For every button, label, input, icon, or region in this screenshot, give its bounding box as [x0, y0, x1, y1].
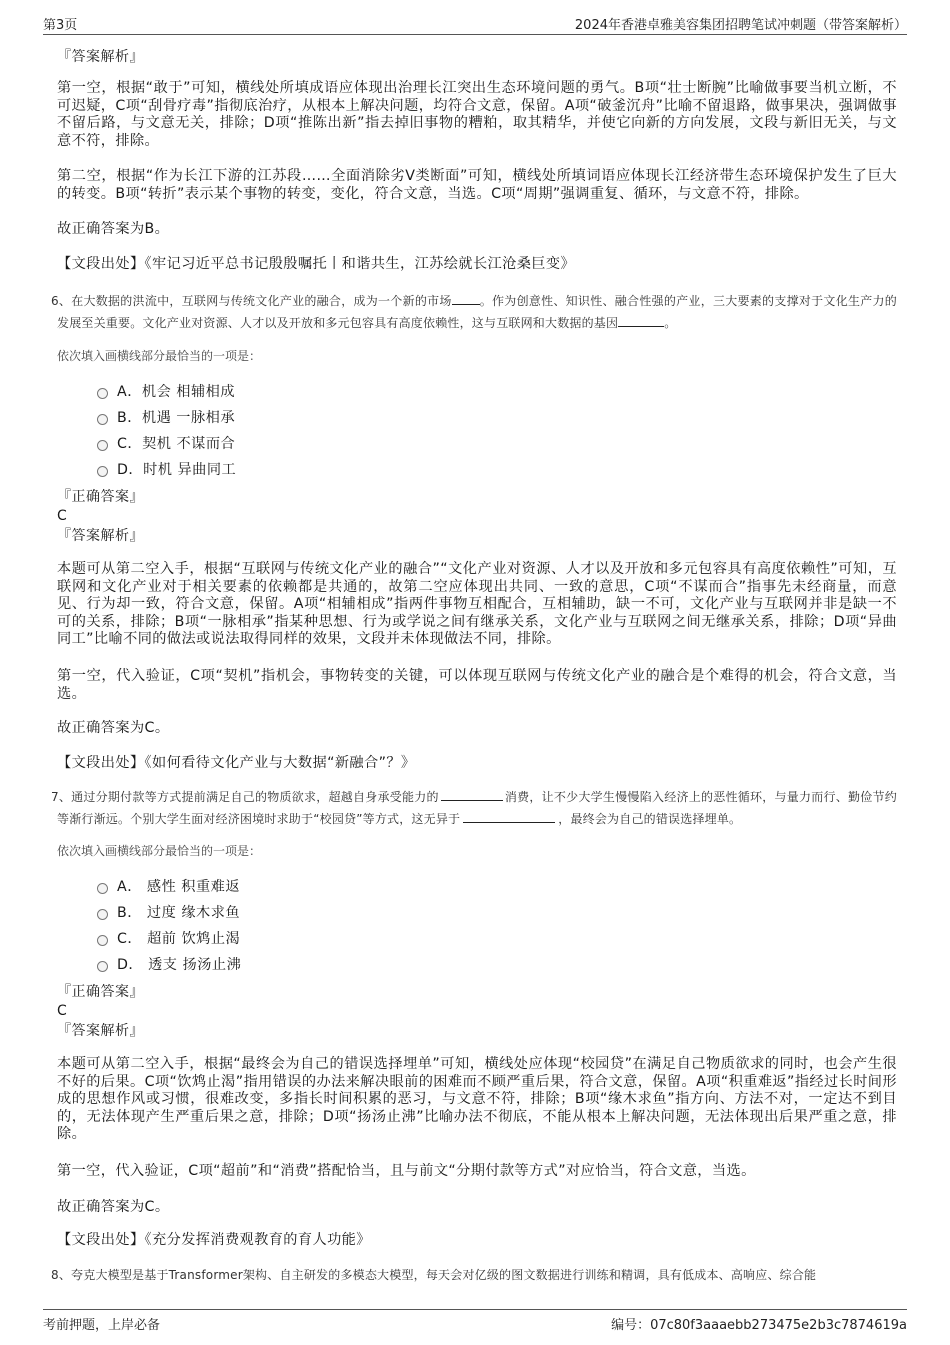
q5-analysis-paragraph-2: 第二空，根据“作为长江下游的江苏段……全面消除劣V类断面”可知，横线处所填词语应体现长江经济带生态环境保护发生了巨大的转变。B项“转折”表示某个事物的转变，变化，符合文意，当选。C项“周期”强调重复、循环，与文意不符，排除。 [57, 168, 897, 202]
option-label: A．机会 相辅相成 [117, 384, 236, 400]
page-number: 第3页 [43, 18, 78, 33]
radio-icon[interactable] [97, 466, 108, 477]
option-label: D．时机 异曲同工 [117, 462, 237, 478]
question-7-instruction: 依次填入画横线部分最恰当的一项是： [57, 844, 262, 858]
question-6-answer: C [57, 508, 67, 524]
page-footer [43, 1309, 907, 1334]
radio-icon[interactable] [97, 935, 108, 946]
question-6-answer-label: 『正确答案』 [57, 489, 144, 505]
question-6-conclusion: 故正确答案为C。 [57, 720, 170, 736]
radio-icon[interactable] [97, 961, 108, 972]
question-8-number: 8、 [51, 1268, 72, 1282]
document-code-value: 07c80f3aaaebb273475e2b3c7874619a [650, 1318, 907, 1333]
question-6-text-3: 。 [664, 316, 677, 330]
document-title: 2024年香港卓雅美容集团招聘笔试冲刺题（带答案解析） [574, 18, 907, 33]
question-6-stem [51, 290, 897, 334]
question-7-text-3: ，最终会为自己的错误选择埋单。 [558, 812, 742, 826]
radio-icon[interactable] [97, 440, 108, 451]
question-7-conclusion: 故正确答案为C。 [57, 1199, 170, 1215]
option-label: B．机遇 一脉相承 [117, 410, 236, 426]
option-label: A． 感性 积重难返 [117, 879, 241, 895]
question-7-analysis-paragraph-2: 第一空，代入验证，C项“超前”和“消费”搭配恰当，且与前文“分期付款等方式”对应恰当，符合文意，当选。 [57, 1163, 756, 1179]
option-label: D． 透支 扬汤止沸 [117, 957, 242, 973]
question-8-text: 夸克大模型是基于Transformer架构、自主研发的多模态大模型，每天会对亿级的图文数据进行训练和精调，具有低成本、高响应、综合能 [71, 1268, 817, 1282]
q5-analysis-paragraph-1: 第一空，根据“敢于”可知，横线处所填成语应体现出治理长江突出生态环境问题的勇气。B项“壮士断腕”比喻做事要当机立断，不可迟疑，C项“刮骨疗毒”指彻底治疗，从根本上解决问题，均符合文意，保留。A项“破釜沉舟”比喻不留退路，做事果决，强调做事不留后路，与文意无关，排除；D项“推陈出新”指去掉旧事物的糟粕，取其精华，并使它向新的方向发展，文段与新旧无关，与文意不符，排除。 [57, 80, 897, 149]
question-6-text-2: 。作为创意性、知识性、融合性强的产业，三大要素的支撑对于文化生产力的发展至关重要。文化产业对资源、人才以及开放和多元包容具有高度依赖性，这与互联网和大数据的基因 [57, 294, 897, 330]
footer-slogan: 考前押题，上岸必备 [43, 1318, 161, 1333]
question-7-text-1: 通过分期付款等方式提前满足自己的物质欲求，超越自身承受能力的 [71, 790, 439, 804]
page-header [43, 12, 907, 35]
question-7-analysis-paragraph-1: 本题可从第二空入手，根据“最终会为自己的错误选择埋单”可知，横线处应体现“校园贷”在满足自己物质欲求的同时，也会产生很不好的后果。C项“饮鸩止渴”指用错误的办法来解决眼前的困难而不顾严重后果，符合文意，保留。A项“积重难返”指经过长时间形成的思想作风或习惯，很难改变，多指长时间积累的恶习，与文意不符，排除；B项“缘木求鱼”指方向、方法不对，一定达不到目的，无法体现产生严重后果之意，排除；D项“扬汤止沸”比喻办法不彻底，不能从根本上解决问题，无法体现出后果严重之意，排除。 [57, 1056, 897, 1142]
question-6-number: 6、 [51, 294, 72, 308]
question-7-analysis-label: 『答案解析』 [57, 1023, 144, 1039]
radio-icon[interactable] [97, 388, 108, 399]
question-7-number: 7、 [51, 790, 72, 804]
radio-icon[interactable] [97, 909, 108, 920]
question-7-option-a[interactable] [97, 878, 240, 896]
q5-conclusion: 故正确答案为B。 [57, 221, 170, 237]
question-7-option-d[interactable] [97, 956, 241, 974]
question-6-option-d[interactable] [97, 461, 236, 479]
option-label: C．契机 不谋而合 [117, 436, 236, 452]
option-label: C． 超前 饮鸩止渴 [117, 931, 241, 947]
question-6-blank-1 [452, 292, 480, 305]
question-7-blank-2 [463, 810, 555, 823]
question-7-option-b[interactable] [97, 904, 240, 922]
question-8-stem [51, 1264, 897, 1286]
document-code [611, 1314, 907, 1333]
question-6-analysis-paragraph-2: 第一空，代入验证，C项“契机”指机会，事物转变的关键，可以体现互联网与传统文化产业的融合是个难得的机会，符合文意，当选。 [57, 668, 897, 702]
option-label: B． 过度 缘木求鱼 [117, 905, 241, 921]
question-6-instruction: 依次填入画横线部分最恰当的一项是： [57, 349, 262, 363]
question-7-stem [51, 786, 897, 830]
question-6-blank-2 [618, 314, 664, 327]
question-6-analysis-paragraph-1: 本题可从第二空入手，根据“互联网与传统文化产业的融合”“文化产业对资源、人才以及开放和多元包容具有高度依赖性”可知，互联网和文化产业对于相关要素的依赖都是共通的，故第二空应体现出共同、一致的意思，C项“不谋而合”指事先未经商量，而意见、行为却一致，符合文意，保留。A项“相辅相成”指两件事物互相配合，互相辅助，缺一不可，文化产业与互联网并非是缺一不可的关系，排除；B项“一脉相承”指某种思想、行为或学说之间有继承关系，文化产业与互联网之间无继承关系，排除；D项“异曲同工”比喻不同的做法或说法取得同样的效果，文段并未体现做法不同，排除。 [57, 561, 897, 647]
q5-source: 【文段出处】《牢记习近平总书记殷殷嘱托丨和谐共生，江苏绘就长江沧桑巨变》 [57, 256, 576, 272]
question-6-option-c[interactable] [97, 435, 235, 453]
document-code-label: 编号： [611, 1318, 651, 1333]
question-7-option-c[interactable] [97, 930, 240, 948]
question-6-analysis-label: 『答案解析』 [57, 528, 144, 544]
question-6-option-a[interactable] [97, 383, 235, 401]
question-7-text-2: 消费，让不少大学生慢慢陷入经济上的恶性循环，与量力而行、勤俭节约等渐行渐远。个别大学生面对经济困境时求助于“校园贷”等方式，这无异于 [57, 790, 897, 826]
question-6-text-1: 在大数据的洪流中，互联网与传统文化产业的融合，成为一个新的市场 [71, 294, 452, 308]
question-7-answer: C [57, 1003, 67, 1019]
question-6-source: 【文段出处】《如何看待文化产业与大数据“新融合”？》 [57, 755, 416, 771]
question-7-source: 【文段出处】《充分发挥消费观教育的育人功能》 [57, 1232, 371, 1248]
radio-icon[interactable] [97, 414, 108, 425]
question-6-option-b[interactable] [97, 409, 235, 427]
question-7-answer-label: 『正确答案』 [57, 984, 144, 1000]
q5-analysis-label: 『答案解析』 [57, 49, 144, 65]
radio-icon[interactable] [97, 883, 108, 894]
question-7-blank-1 [441, 788, 503, 801]
